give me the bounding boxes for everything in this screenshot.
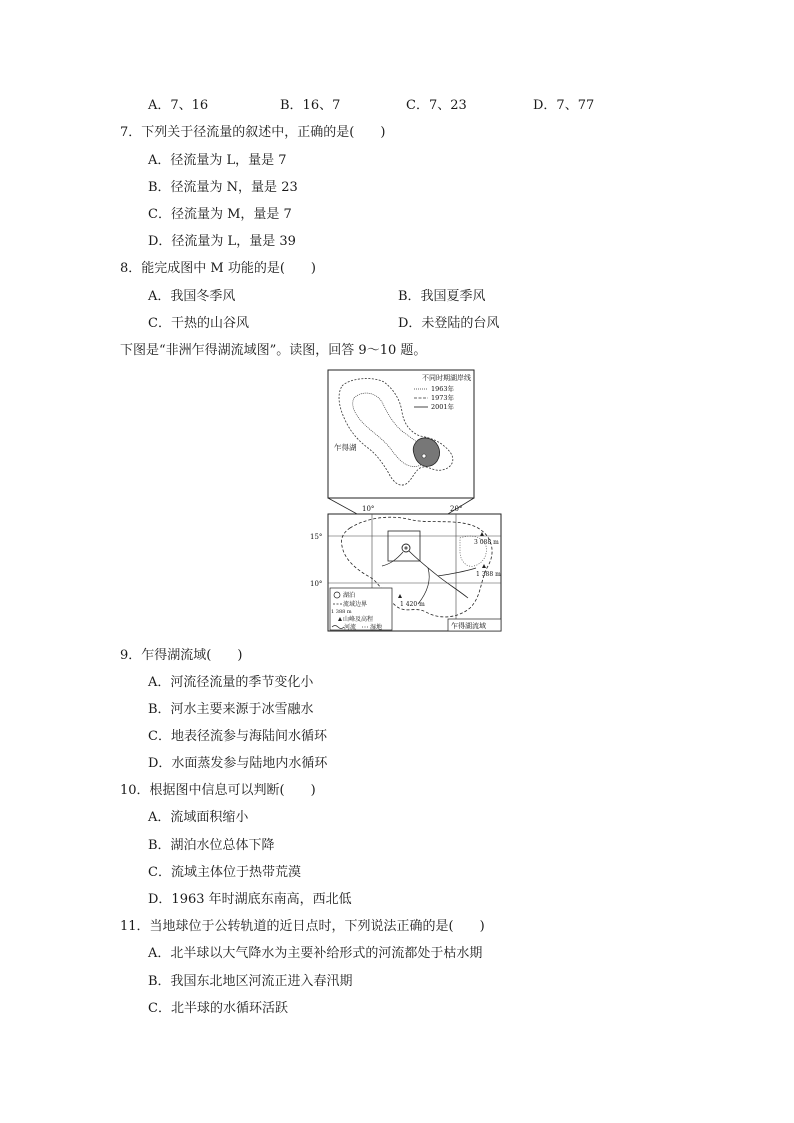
legend-peak-num: 1 388 m xyxy=(331,609,352,615)
lon-label-20: 20° xyxy=(450,505,463,513)
inset-island xyxy=(422,454,426,458)
q9-option-c: C．地表径流参与海陆间水循环 xyxy=(148,729,327,744)
q11-option-b: B．我国东北地区河流正进入春汛期 xyxy=(148,974,353,989)
q6-option-b: B．16、7 xyxy=(280,98,341,113)
q6-option-c: C．7、23 xyxy=(406,98,467,113)
q11-stem: 11．当地球位于公转轨道的近日点时，下列说法正确的是( ) xyxy=(120,919,485,934)
q10-option-a: A．流域面积缩小 xyxy=(148,810,249,825)
inset-legend-title: 不同时期湖岸线 xyxy=(422,374,471,382)
inset-lake-label: 乍得湖 xyxy=(334,443,357,452)
legend-peak: 山峰及高程 xyxy=(343,616,374,623)
q8-option-d: D．未登陆的台风 xyxy=(398,316,500,331)
q8-option-b: B．我国夏季风 xyxy=(398,289,486,304)
q9-option-d: D．水面蒸发参与陆地内水循环 xyxy=(148,756,328,771)
elevation-1388: 1 388 m xyxy=(476,571,501,578)
q11-option-c: C．北半球的水循环活跃 xyxy=(148,1001,288,1016)
elevation-3088: 3 088 m xyxy=(474,539,499,546)
lat-label-15: 15° xyxy=(310,533,323,541)
q7-option-a: A．径流量为 L，量是 7 xyxy=(148,153,287,168)
q7-option-b: B．径流量为 N，量是 23 xyxy=(148,180,298,195)
q10-option-c: C．流域主体位于热带荒漠 xyxy=(148,865,301,880)
elevation-1420: 1 420 m xyxy=(400,601,425,608)
q10-option-d: D．1963 年时湖底东南高，西北低 xyxy=(148,892,352,907)
inset-legend-2001: 2001年 xyxy=(431,403,455,411)
q10-option-b: B．湖泊水位总体下降 xyxy=(148,838,275,853)
q8-option-a: A．我国冬季风 xyxy=(148,289,236,304)
legend-boundary: 流域边界 xyxy=(343,601,368,608)
legend-river: 河流 xyxy=(344,624,357,631)
q8-option-c: C．干热的山谷风 xyxy=(148,316,249,331)
q7-option-d: D．径流量为 L，量是 39 xyxy=(148,234,296,249)
q6-option-d: D．7、77 xyxy=(533,98,595,113)
q6-option-a: A．7、16 xyxy=(148,98,209,113)
chad-lake-basin-map xyxy=(310,368,510,636)
chad-lake-center xyxy=(404,546,407,549)
legend-wetland: 湿地 xyxy=(370,624,383,631)
inset-legend-1963: 1963年 xyxy=(431,385,455,393)
legend-lake: 湖泊 xyxy=(343,592,356,599)
q7-stem: 7．下列关于径流量的叙述中，正确的是( ) xyxy=(120,125,386,140)
legend-lake-icon xyxy=(334,592,340,598)
figure-intro: 下图是“非洲乍得湖流域图”。读图，回答 9～10 题。 xyxy=(120,343,427,358)
lon-label-10: 10° xyxy=(362,505,375,513)
q9-option-b: B．河水主要来源于冰雪融水 xyxy=(148,702,314,717)
q8-stem: 8．能完成图中 M 功能的是( ) xyxy=(120,261,316,276)
q7-option-c: C．径流量为 M，量是 7 xyxy=(148,207,292,222)
q11-option-a: A．北半球以大气降水为主要补给形式的河流都处于枯水期 xyxy=(148,946,483,961)
map-caption: 乍得湖流域 xyxy=(451,622,486,630)
q9-option-a: A．河流径流量的季节变化小 xyxy=(148,675,314,690)
q10-stem: 10．根据图中信息可以判断( ) xyxy=(120,783,316,798)
lat-label-10: 10° xyxy=(310,580,323,588)
inset-legend-1973: 1973年 xyxy=(431,394,455,402)
q9-stem: 9．乍得湖流域( ) xyxy=(120,648,243,663)
